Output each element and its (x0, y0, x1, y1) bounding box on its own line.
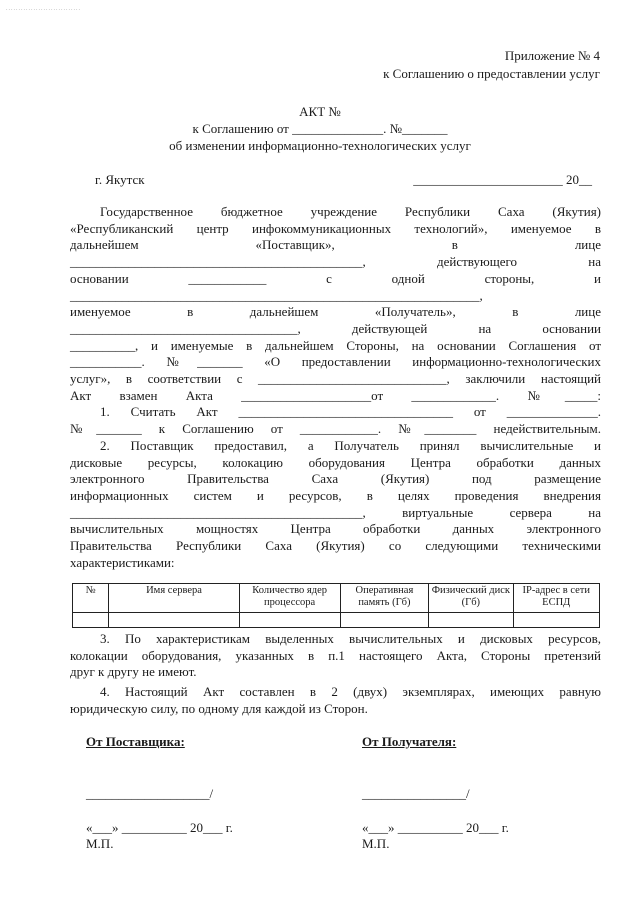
col-ip: IP-адрес в сети ЕСПД (513, 584, 599, 613)
body-line: 1. Считать Акт _________________________________ от ______________. (100, 404, 601, 420)
act-date: _______________________ 20__ (413, 172, 592, 187)
recipient-signature-line: ________________/ (362, 786, 470, 801)
supplier-sign-date: «___» __________ 20___ г. (86, 820, 233, 835)
table-row (73, 613, 600, 628)
closing-line: друг к другу не имеют. (70, 664, 197, 680)
supplier-heading: От Поставщика: (86, 734, 185, 749)
body-line: вычислительных мощностях Центра обработки данных электронного (70, 521, 601, 537)
col-ram: Оперативная память (Гб) (340, 584, 429, 613)
recipient-sign-date: «___» __________ 20___ г. (362, 820, 509, 835)
body-line: электронного Правительства Саха (Якутия) под размещение (70, 471, 601, 487)
servers-table (72, 583, 600, 628)
body-line: дисковые ресурсы, колокацию оборудования Центра обработки данных (70, 454, 601, 470)
body-line: характеристиками: (70, 554, 175, 570)
col-cpu-cores: Количество ядер процессора (239, 584, 340, 613)
body-line: информационных систем и ресурсов, в целях проведения внедрения (70, 487, 601, 503)
body-line: услуг», в соответствии с _____________________________, заключили настоящий (70, 371, 601, 386)
city: г. Якутск (95, 172, 145, 187)
body-line: дальнейшем «Поставщик», в лице (70, 237, 601, 253)
recipient-heading: От Получателя: (362, 734, 457, 749)
body-line: __________, и именуемые в дальнейшем Стороны, на основании Соглашения от (70, 337, 601, 353)
body-line: _______________________________________________________________, (70, 287, 483, 303)
act-agreement-ref: к Соглашению от ______________. №_______ (192, 121, 448, 136)
body-line: ___________. №_______ «О предоставлении информационно-технологических (70, 354, 601, 370)
appendix-number: Приложение № 4 (504, 48, 600, 63)
corner-mark: .............................. (6, 6, 81, 12)
body-line: 2. Поставщик предоставил, а Получатель принял вычислительные и (100, 437, 601, 453)
act-subject: об изменении информационно-технологических услуг (169, 138, 471, 153)
act-title: АКТ № (299, 104, 341, 119)
body-line: Правительства Республики Саха (Якутия) со следующими техническими (70, 538, 601, 553)
supplier-stamp: М.П. (86, 836, 114, 851)
body-line: _____________________________________________, действующего на (70, 254, 601, 270)
closing-line: юридическую силу, по одному для каждой из Сторон. (70, 700, 368, 716)
body-line: Государственное бюджетное учреждение Республики Саха (Якутия) (100, 204, 601, 219)
body-line: основании ____________ с одной стороны, и (70, 270, 601, 286)
body-line: именуемое в дальнейшем «Получатель», в лице (70, 304, 601, 320)
col-number: № (73, 584, 109, 613)
body-line: ___________________________________, действующей на основании (70, 320, 601, 336)
body-line: «Республиканский центр инфокоммуникационных технологий», именуемое в (70, 220, 601, 236)
col-disk: Физический диск (Гб) (429, 584, 513, 613)
supplier-signature-line: ___________________/ (86, 786, 214, 801)
body-line: Акт взамен Акта ____________________от _____________. №_____: (70, 387, 601, 403)
body-line: №_______ к Соглашению от ____________. №________ недействительным. (70, 421, 601, 437)
appendix-agreement: к Соглашению о предоставлении услуг (383, 66, 600, 81)
closing-line: 4. Настоящий Акт составлен в 2 (двух) экземплярах, имеющих равную (100, 684, 601, 700)
body-line: _____________________________________________, виртуальные сервера на (70, 504, 601, 520)
recipient-stamp: М.П. (362, 836, 390, 851)
closing-line: колокации оборудования, указанных в п.1 настоящего Акта, Стороны претензий (70, 647, 601, 663)
col-server-name: Имя сервера (109, 584, 239, 613)
closing-line: 3. По характеристикам выделенных вычислительных и дисковых ресурсов, (100, 631, 601, 646)
